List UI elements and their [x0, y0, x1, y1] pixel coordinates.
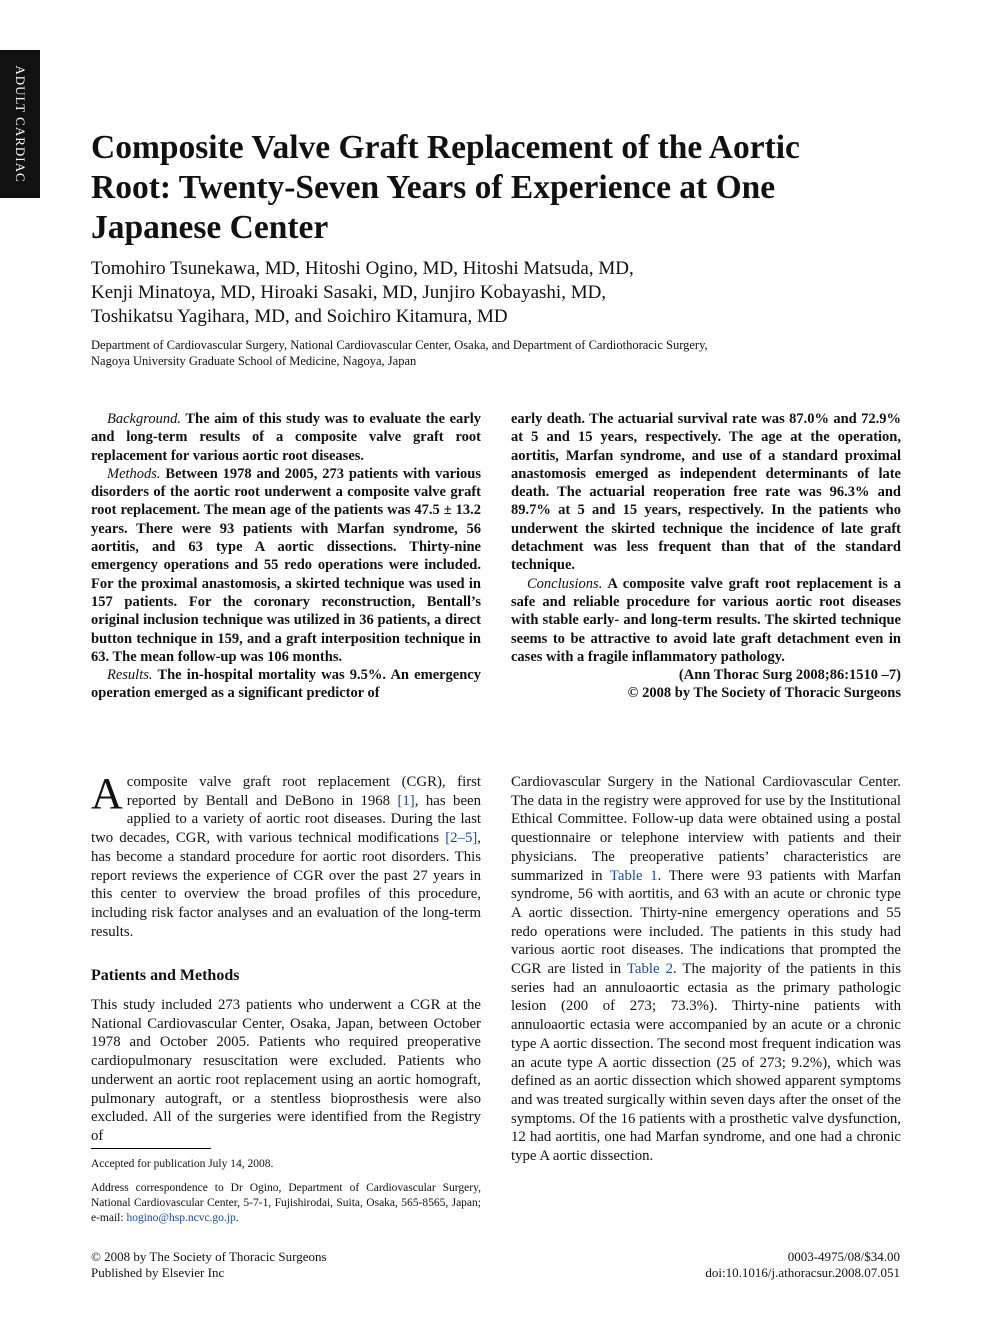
- title-line: Composite Valve Graft Replacement of the Aortic: [91, 129, 800, 166]
- section-heading-patients-methods: Patients and Methods: [91, 967, 240, 985]
- affiliation-line: Nagoya University Graduate School of Medicine, Nagoya, Japan: [91, 354, 417, 368]
- author-line: Kenji Minatoya, MD, Hiroaki Sasaki, MD, Junjiro Kobayashi, MD,: [91, 282, 607, 303]
- footer-publisher: Published by Elsevier Inc: [91, 1265, 225, 1280]
- methods-paragraph: This study included 273 patients who underwent a CGR at the National Cardiovascular Center, Osaka, Japan, between October 1978 and October 2005. Patients who required preoperative cardiopulmonary resuscitation were excluded. Patients who underwent an aortic root replacement using an aortic homograft, pulmonary autograft, or a stentless bioprosthesis were also excluded. All of the surgeries were identified from the Registry of: [91, 997, 481, 1144]
- journal-citation: (Ann Thorac Surg 2008;86:1510 –7): [678, 667, 901, 684]
- title-line: Japanese Center: [91, 209, 329, 246]
- abstract-left-column: [91, 410, 481, 703]
- methods-paragraph-continued: [511, 773, 901, 1166]
- section-side-tab: [0, 50, 40, 198]
- intro-paragraph: [91, 769, 481, 941]
- accepted-date: Accepted for publication July 14, 2008.: [91, 1158, 274, 1170]
- correspondence-end: .: [235, 1212, 239, 1224]
- body-text: . The majority of the patients in this series had an annuloaortic ectasia as the primary pathologic lesion (200 of 273; 73.3%). Thirty-nine patients with annuloaortic ectasia were accompanied by an acute or a chronic type A aortic dissection. The second most frequent indication was an acute type A aortic dissection (25 of 273; 9.2%), which was defined as an aortic dissection which showed apparent symptoms and was treated surgically within seven days after the onset of the symptoms. Of the 16 patients with a prosthetic valve dysfunction, 12 had aortitis, one had Marfan syndrome, and one had a chronic type A aortic dissection.: [511, 961, 902, 1165]
- abstract-results: [91, 666, 481, 703]
- reference-link-1[interactable]: [1]: [397, 792, 415, 809]
- conclusions-label: Conclusions.: [527, 575, 603, 592]
- background-label: Background.: [107, 411, 181, 427]
- results-label: Results.: [107, 667, 153, 684]
- body-right-column: [511, 773, 901, 1166]
- abstract-methods: [91, 465, 481, 666]
- footnote-divider: [91, 1148, 211, 1149]
- drop-cap: A: [91, 769, 123, 818]
- background-text: The aim of this study was to evaluate the early and long-term results of a composite valve graft root replacement for various aortic root diseases.: [91, 411, 481, 464]
- author-line: Toshikatsu Yagihara, MD, and Soichiro Kitamura, MD: [91, 306, 508, 327]
- correspondence-text: Address correspondence to Dr Ogino, Department of Cardiovascular Surgery, National Cardiovascular Center, 5-7-1, Fujishirodai, Suita, Osaka, 565-8565, Japan; e-mail:: [91, 1182, 481, 1224]
- abstract-background: [91, 410, 481, 465]
- footer-doi: doi:10.1016/j.athoracsur.2008.07.051: [705, 1265, 900, 1280]
- footer-copyright: © 2008 by The Society of Thoracic Surgeons: [91, 1249, 327, 1264]
- correspondence-address: [91, 1181, 481, 1226]
- results-text: The in-hospital mortality was 9.5%. An emergency operation emerged as a significant predictor of: [91, 667, 481, 702]
- methods-label: Methods.: [107, 465, 161, 482]
- table-2-link[interactable]: Table 2: [626, 961, 673, 978]
- affiliation: [91, 337, 911, 369]
- conclusions-text: A composite valve graft root replacement is a safe and reliable procedure for various aortic root diseases with stable early- and long-term results. The skirted technique seems to be attractive to avoid late graft detachment even in cases with a fragile inflammatory pathology.: [511, 575, 901, 665]
- footer-issn: 0003-4975/08/$34.00: [787, 1249, 900, 1264]
- side-tab-label: ADULT CARDIAC: [13, 65, 28, 183]
- abstract-conclusions: [511, 575, 901, 666]
- body-text: . There were 93 patients with Marfan syndrome, 56 with aortitis, and 63 with an acute or chronic type A aortic dissection. Thirty-nine emergency operations and 55 redo operations were included. The patients in this study had various aortic root diseases. The indications that prompted the CGR are listed in: [511, 867, 901, 978]
- intro-text: , has become a standard procedure for aortic root disorders. This report reviews the experience of CGR over the past 27 years in this center to overview the broad profiles of this procedure, including risk factor analyses and an evaluation of the long-term results.: [91, 830, 481, 940]
- methods-text: Between 1978 and 2005, 273 patients with various disorders of the aortic root underwent a composite valve graft root replacement. The mean age of the patients was 47.5 ± 13.2 years. There were 93 patients with Marfan syndrome, 56 aortitis, and 63 type A aortic dissections. Thirty-nine emergency operations and 55 redo operations were included. For the proximal anastomosis, a skirted technique was used in 157 patients. For the coronary reconstruction, Bentall’s original inclusion technique was utilized in 36 patients, a direct button technique in 159, and a graft interposition technique in 63. The mean follow-up was 106 months.: [91, 465, 481, 665]
- body-text: Cardiovascular Surgery in the National Cardiovascular Center. The data in the registry were approved for use by the Institutional Ethical Committee. Follow-up data were obtained using a postal questionnaire or telephone interview with patients and their physicians. The preoperative patients’ characteristics are summarized in: [511, 774, 901, 884]
- email-link[interactable]: hogino@hsp.ncvc.go.jp: [126, 1212, 236, 1224]
- author-list: [91, 257, 891, 329]
- title-line: Root: Twenty-Seven Years of Experience at One: [91, 169, 776, 206]
- abstract-copyright: © 2008 by The Society of Thoracic Surgeons: [627, 685, 901, 702]
- article-title: [91, 128, 911, 248]
- footer-left: [91, 1249, 327, 1281]
- author-line: Tomohiro Tsunekawa, MD, Hitoshi Ogino, MD, Hitoshi Matsuda, MD,: [91, 258, 634, 279]
- abstract-right-column: [511, 410, 901, 703]
- body-left-column: [91, 769, 481, 1146]
- affiliation-line: Department of Cardiovascular Surgery, National Cardiovascular Center, Osaka, and Department of Cardiothoracic Surgery,: [91, 338, 708, 352]
- reference-link-2-5[interactable]: [2–5]: [445, 830, 478, 847]
- footnotes: [91, 1157, 481, 1235]
- intro-text: composite valve graft root replacement (CGR), first reported by Bentall and DeBono in 1968: [126, 774, 481, 809]
- intro-text: , has been applied to a variety of aortic root diseases. During the last two decades, CGR, with various technical modifications: [91, 792, 481, 847]
- footer-right: [705, 1249, 900, 1281]
- table-1-link[interactable]: Table 1: [609, 867, 658, 884]
- abstract-results-continued: early death. The actuarial survival rate was 87.0% and 72.9% at 5 and 15 years, respectively. The age at the operation, aortitis, Marfan syndrome, and use of a standard proximal anastomosis emerged as independent determinants of late death. The actuarial reoperation free rate was 96.3% and 89.7% at 5 and 15 years, respectively. In the patients who underwent the skirted technique the incidence of late graft detachment was less frequent than that of the standard technique.: [511, 411, 901, 574]
